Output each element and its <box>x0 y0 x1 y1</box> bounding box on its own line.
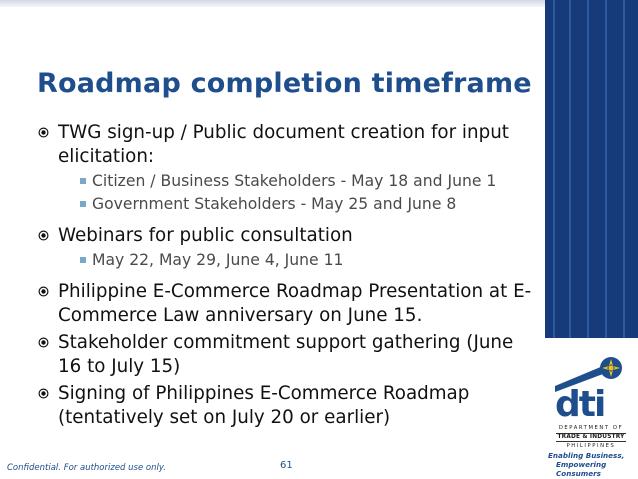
radio-bullet-icon <box>38 388 49 399</box>
bullet-item <box>36 224 541 271</box>
tagline-line-2: Empowering Consumers <box>556 460 607 478</box>
bullet-item <box>36 280 541 328</box>
bullet-text: Stakeholder commitment support gathering (June 16 to July 15) <box>58 332 514 377</box>
bullet-list <box>36 121 541 433</box>
bullet-item <box>36 382 541 430</box>
square-bullet-icon <box>80 201 86 207</box>
dti-logo-icon <box>553 352 629 422</box>
slide-title: Roadmap completion timeframe <box>37 68 532 99</box>
dept-line-1: DEPARTMENT OF <box>558 425 624 431</box>
tagline <box>548 451 638 478</box>
square-bullet-icon <box>80 257 86 263</box>
square-bullet-icon <box>80 178 86 184</box>
sub-item-text: May 22, May 29, June 4, June 11 <box>92 251 344 269</box>
bullet-text: Signing of Philippines E-Commerce Roadmap (tentatively set on July 20 or earlier) <box>58 383 470 428</box>
page-number: 61 <box>280 460 293 471</box>
department-label <box>556 425 626 450</box>
dept-line-2: TRADE & INDUSTRY <box>557 434 625 440</box>
radio-bullet-icon <box>38 337 49 348</box>
bullet-text: TWG sign-up / Public document creation for input elicitation: <box>58 122 509 167</box>
sub-item-text: Citizen / Business Stakeholders - May 18 and June 1 <box>92 172 497 190</box>
sub-item <box>58 250 541 271</box>
tagline-line-1: Enabling Business, <box>548 451 625 460</box>
sub-item <box>58 194 541 215</box>
bullet-item <box>36 331 541 379</box>
sub-item <box>58 171 541 192</box>
logo-wordmark: dti <box>555 384 605 422</box>
bullet-text: Webinars for public consultation <box>58 225 353 246</box>
confidential-note: Confidential. For authorized use only. <box>7 463 166 473</box>
sub-item-text: Government Stakeholders - May 25 and June 8 <box>92 195 457 213</box>
radio-bullet-icon <box>38 286 49 297</box>
radio-bullet-icon <box>38 230 49 241</box>
dept-line-3: PHILIPPINES <box>566 443 616 449</box>
radio-bullet-icon <box>38 127 49 138</box>
bullet-text: Philippine E-Commerce Roadmap Presentation at E-Commerce Law anniversary on June 15. <box>58 281 532 326</box>
top-gradient-bar <box>0 0 545 7</box>
bullet-item <box>36 121 541 215</box>
